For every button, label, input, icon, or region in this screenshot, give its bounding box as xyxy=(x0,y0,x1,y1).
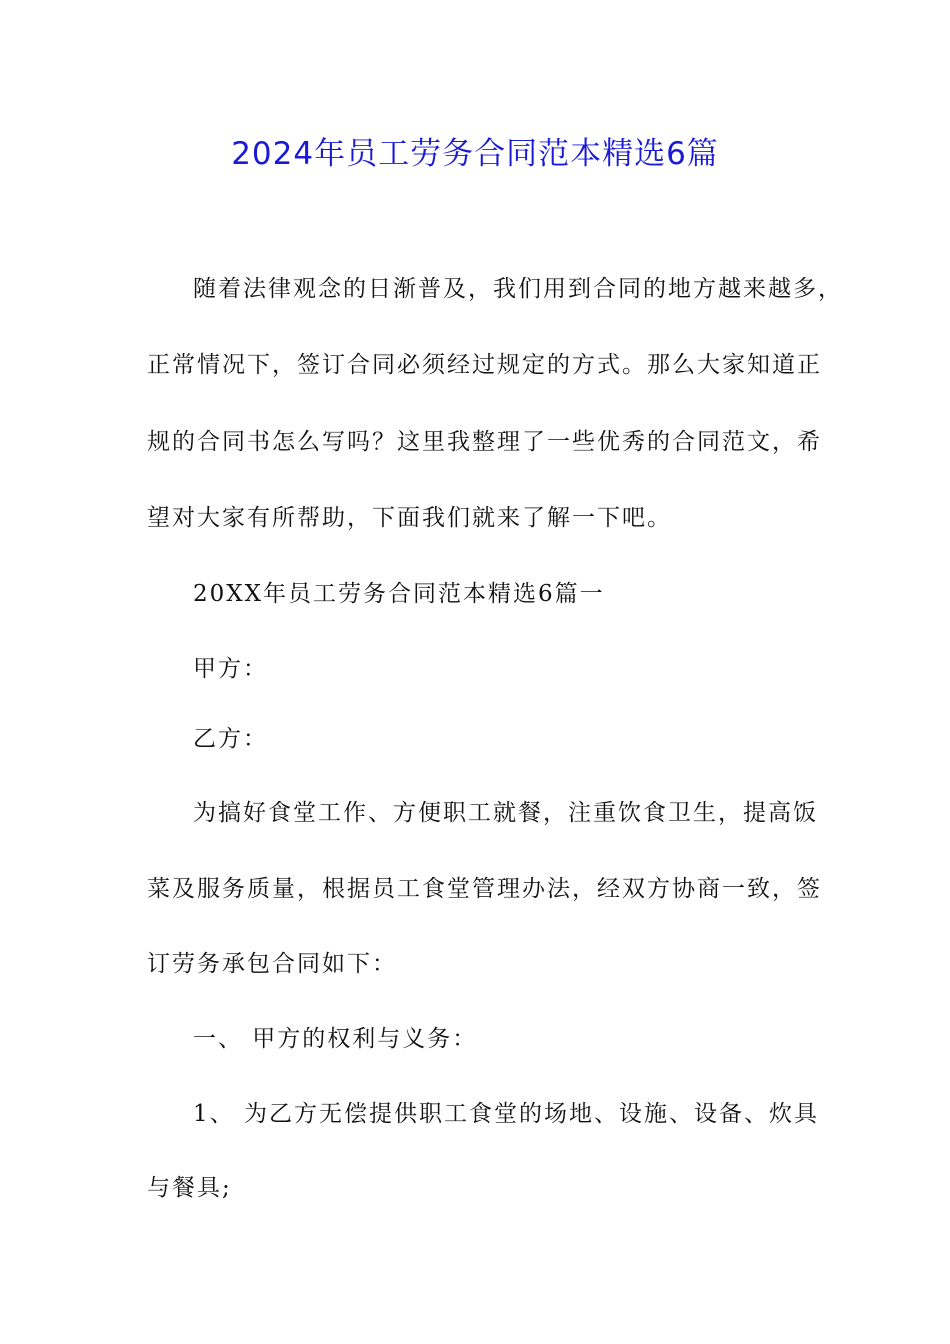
party-a-label: 甲方： xyxy=(193,656,268,682)
document-title: 2024年员工劳务合同范本精选6篇 xyxy=(231,136,719,172)
intro-line-3: 规的合同书怎么写吗？这里我整理了一些优秀的合同范文，希 xyxy=(147,429,822,455)
clause-1-line-1: 1、 为乙方无偿提供职工食堂的场地、设施、设备、炊具 xyxy=(193,1101,819,1127)
purpose-line-3: 订劳务承包合同如下： xyxy=(147,951,397,977)
clause-heading: 一、 甲方的权利与义务： xyxy=(193,1026,478,1052)
intro-line-2: 正常情况下，签订合同必须经过规定的方式。那么大家知道正 xyxy=(147,352,822,378)
intro-line-4: 望对大家有所帮助，下面我们就来了解一下吧。 xyxy=(147,505,672,531)
clause-1-line-2: 与餐具; xyxy=(147,1175,232,1201)
party-b-label: 乙方： xyxy=(193,726,268,752)
purpose-line-2: 菜及服务质量，根据员工食堂管理办法，经双方协商一致，签 xyxy=(147,876,822,902)
intro-line-1: 随着法律观念的日渐普及，我们用到合同的地方越来越多， xyxy=(193,276,843,302)
purpose-line-1: 为搞好食堂工作、方便职工就餐，注重饮食卫生，提高饭 xyxy=(193,800,818,826)
section-heading: 20XX年员工劳务合同范本精选6篇一 xyxy=(193,581,605,607)
